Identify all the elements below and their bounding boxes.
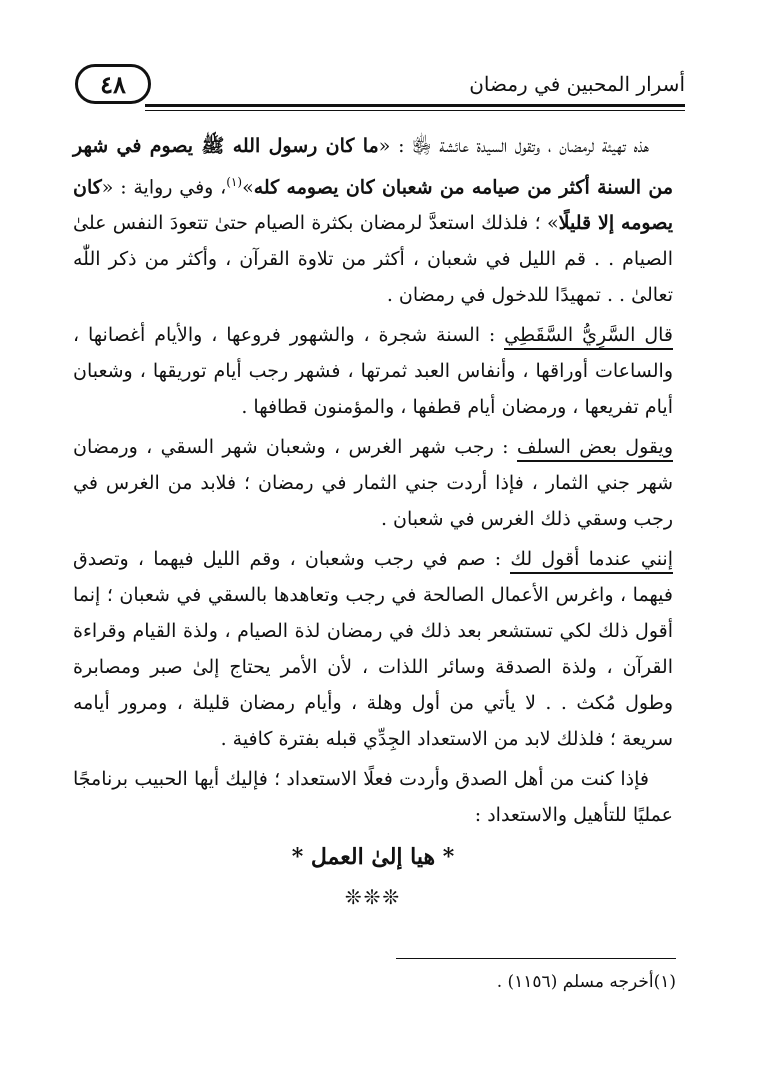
footnote-rule: [396, 958, 676, 959]
paragraph-1: [73, 128, 673, 313]
quote-close: »: [242, 176, 254, 199]
footnote-marker: (١): [226, 175, 243, 189]
page-number: ٤٨: [75, 64, 151, 104]
p1-intro: هذه تهيئة لرمضان ، وتقول السيدة عائشة ﵂ : «: [378, 135, 649, 157]
running-title: أسرار المحبين في رمضان: [469, 72, 685, 96]
p1-rest: » ؛ فلذلك استعدَّ لرمضان بكثرة الصيام حتىٰ تتعودَ النفس علىٰ الصيام . . قم الليل في شعبان ، أكثر من تلاوة القرآن ، وأكثر من ذكر اللّٰه تعالىٰ . . تمهيدًا للدخول في رمضان .: [73, 212, 673, 307]
p2-speaker: قال السَّرِيُّ السَّقَطِي: [504, 324, 673, 350]
paragraph-3: [73, 429, 673, 537]
body-text: [73, 128, 673, 919]
p1-mid: ، وفي رواية : «: [101, 176, 227, 199]
paragraph-4: [73, 541, 673, 757]
paragraph-5: فإذا كنت من أهل الصدق وأردت فعلًا الاستعداد ؛ فإليك أيها الحبيب برنامجًا عمليًا للتأهيل والاستعداد :: [73, 768, 673, 827]
page-header: [75, 60, 685, 112]
footnote: (١)أخرجه مسلم (١١٥٦) .: [496, 972, 676, 992]
p4-lead: إنني عندما أقول لك: [510, 548, 673, 574]
p3-speaker: ويقول بعض السلف: [517, 436, 673, 462]
p3-text: : رجب شهر الغرس ، وشعبان شهر السقي ، ورمضان شهر جني الثمار ، فإذا أردت جني الثمار في رمضان ؛ فلابد من الغرس في رجب وسقي ذلك الغرس في شعبان .: [73, 436, 673, 531]
p4-text: : صم في رجب وشعبان ، وقم الليل فيهما ، وتصدق فيهما ، واغرس الأعمال الصالحة في رجب وتعاهدها بالسقي في شعبان ؛ إنما أقول ذلك لكي تستشعر بعد ذلك في رمضان لذة الصيام ، ولذة القيام وقراءة القرآن ، ولذة الصدقة وسائر اللذات ، لأن الأمر يحتاج إلىٰ صبر ومصابرة وطول مُكث . . لا يأتي من أول وهلة ، وأيام رمضان قليلة ، ومرور أيامه سريعة ؛ فلذلك لابد من الاستعداد الجِدِّي قبله بفترة كافية .: [73, 548, 673, 751]
header-rule: [145, 104, 685, 107]
hadith-quote-2: كان يصومه إلا قليلًا: [73, 176, 673, 235]
paragraph-2: [73, 317, 673, 425]
header-rule-thin: [145, 110, 685, 111]
section-separator: ❊❊❊: [344, 885, 402, 910]
call-to-action: * هيا إلىٰ العمل *: [291, 844, 455, 871]
p2-text: : السنة شجرة ، والشهور فروعها ، والأيام أغصانها ، والساعات أوراقها ، وأنفاس العبد ثمرتها ، فشهر رجب أيام توريقها ، وشعبان أيام تفريعها ، ورمضان أيام قطفها ، والمؤمنون قطافها .: [73, 324, 673, 419]
hadith-quote: ما كان رسول الله ﷺ يصوم في شهر من السنة أكثر من صيامه من شعبان كان يصومه كله: [73, 135, 673, 199]
